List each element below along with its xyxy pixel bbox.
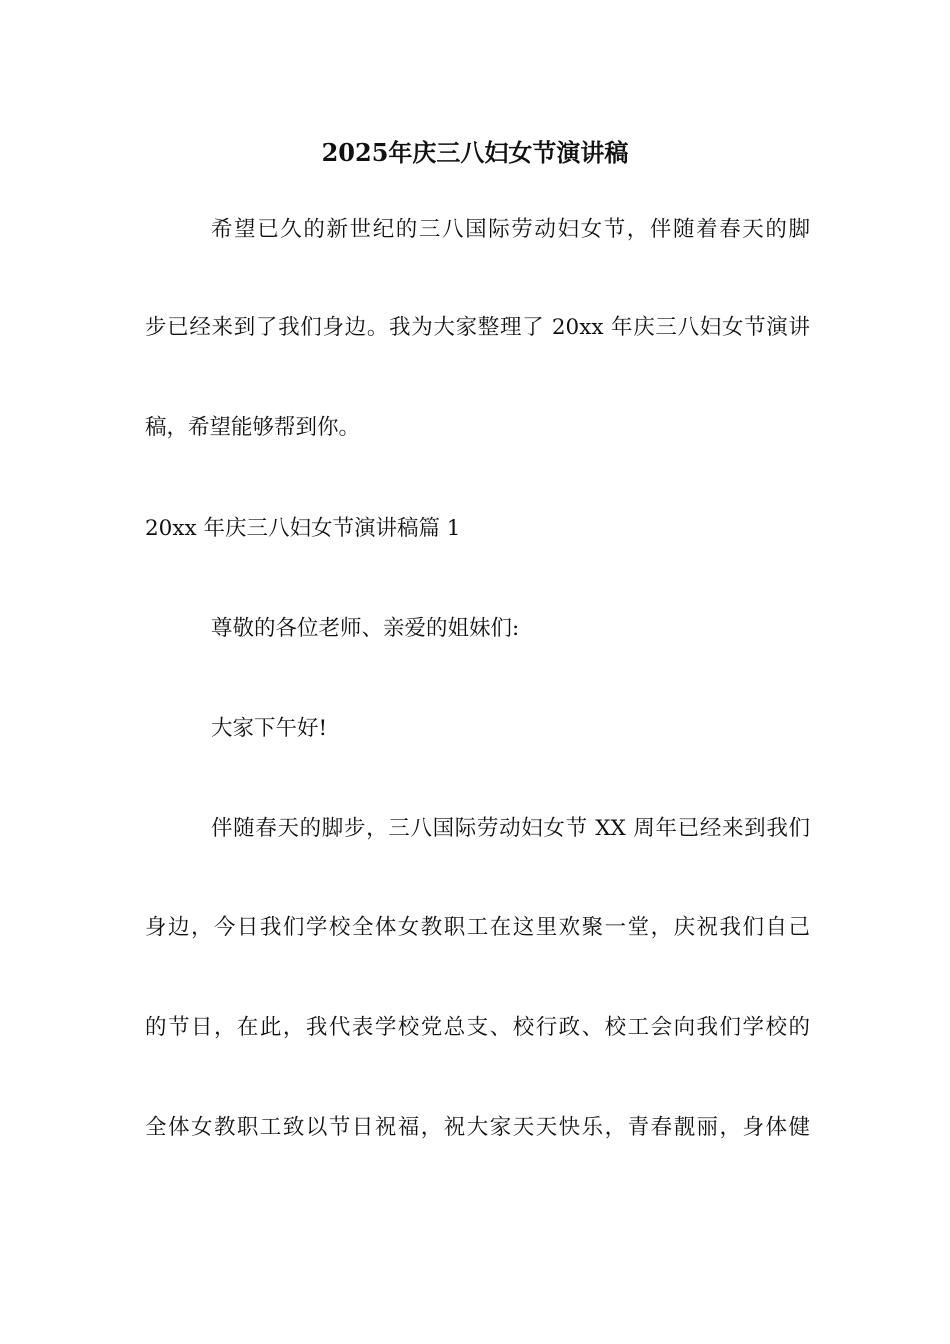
- greeting-line: 大家下午好!: [211, 716, 328, 741]
- paragraph-line: 稿，希望能够帮到你。: [145, 415, 361, 440]
- paragraph-line: 身边，今日我们学校全体女教职工在这里欢聚一堂，庆祝我们自己: [145, 915, 810, 940]
- paragraph-line: 伴随春天的脚步，三八国际劳动妇女节 XX 周年已经来到我们: [211, 816, 810, 841]
- document-title: 2025年庆三八妇女节演讲稿: [321, 138, 629, 167]
- paragraph-line: 步已经来到了我们身边。我为大家整理了 20xx 年庆三八妇女节演讲: [145, 315, 810, 340]
- paragraph-line: 全体女教职工致以节日祝福，祝大家天天快乐，青春靓丽，身体健: [145, 1115, 810, 1140]
- paragraph-line: 的节日，在此，我代表学校党总支、校行政、校工会向我们学校的: [145, 1015, 810, 1040]
- paragraph-line: 希望已久的新世纪的三八国际劳动妇女节，伴随着春天的脚: [211, 217, 810, 242]
- salutation-line: 尊敬的各位老师、亲爱的姐妹们:: [211, 616, 520, 641]
- section-heading: 20xx 年庆三八妇女节演讲稿篇 1: [145, 516, 461, 541]
